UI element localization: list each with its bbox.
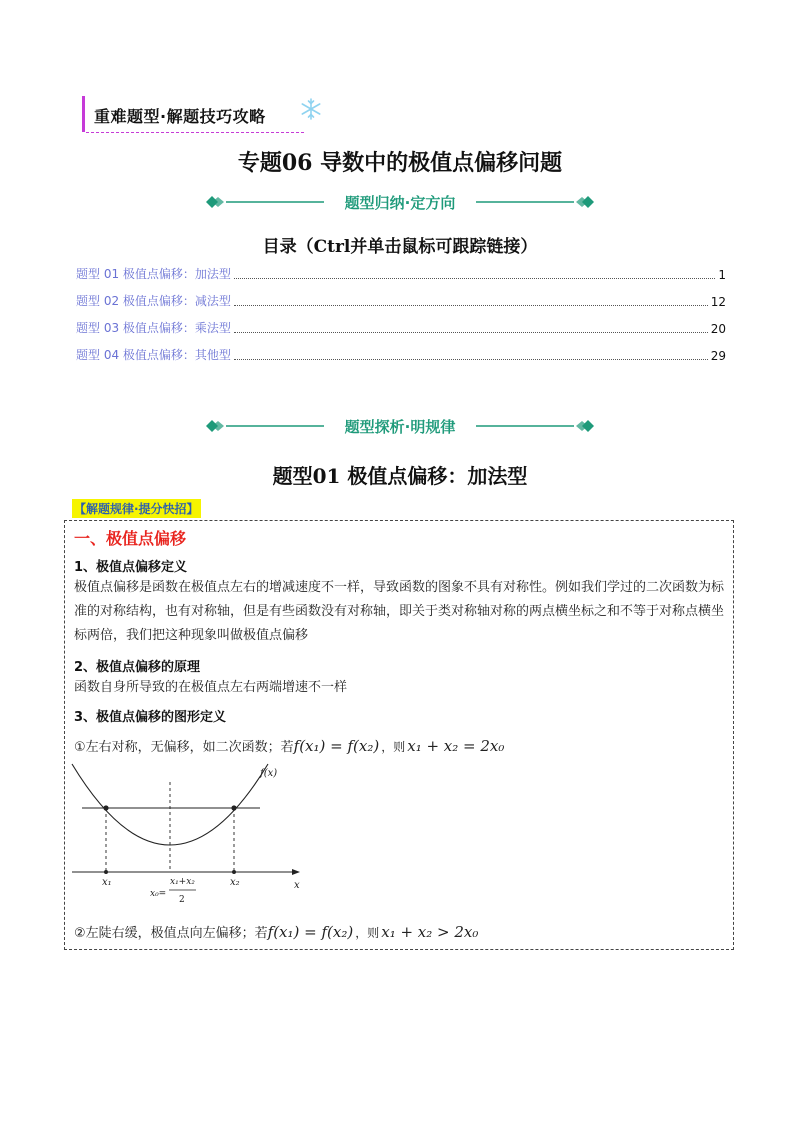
paragraph-2: 函数自身所导致的在极值点左右两端增速不一样 <box>74 680 348 695</box>
header-tag-bar <box>82 96 85 132</box>
page-title: 专题06 导数中的极值点偏移问题 <box>237 150 563 176</box>
math-line-prefix: ②左陡右缓，极值点向左偏移；若 <box>74 926 268 941</box>
toc-item-label[interactable]: 题型 03 极值点偏移：乘法型 <box>76 321 231 335</box>
graph-x0-denominator: 2 <box>179 895 185 905</box>
graph-x1-label: x₁ <box>102 877 112 888</box>
toc-item-page: 29 <box>710 349 726 363</box>
toc-item-page: 20 <box>710 322 726 336</box>
toc-leader <box>234 278 715 279</box>
toc-item-label[interactable]: 题型 02 极值点偏移：减法型 <box>76 294 231 308</box>
toc-item-2[interactable] <box>76 291 726 309</box>
graph-x0-prefix: x₀= <box>150 889 167 899</box>
subheading-2: 2、极值点偏移的原理 <box>74 660 201 675</box>
toc-leader <box>234 359 708 360</box>
graph-func-label: f(x) <box>260 768 278 779</box>
toc-item-3[interactable] <box>76 318 726 336</box>
parabola-graph <box>70 760 310 910</box>
toc-item-page: 1 <box>718 268 726 282</box>
math-connector: ，则 <box>381 740 406 754</box>
content-heading: 一、极值点偏移 <box>74 529 187 548</box>
toc-leader <box>234 305 708 306</box>
math-line-1 <box>74 736 504 755</box>
graph-x0-numerator: x₁+x₂ <box>170 877 195 887</box>
banner-label-1: 题型归纳·定方向 <box>344 194 456 212</box>
paragraph-1: 极值点偏移是函数在极值点左右的增减速度不一样，导致函数的图象不具有对称性。例如我们学过的二次函数为标准的对称结构，也有对称轴，但是有些函数没有对称轴，即关于类对称轴对称的两点横坐标之和不等于对称点横坐标两倍，我们把这种现象叫做极值点偏移 <box>74 580 725 643</box>
math-line-2 <box>74 922 478 941</box>
math-condition: f(x₁) = f(x₂) <box>267 923 354 941</box>
header-tag-underline <box>86 132 304 133</box>
toc-item-1[interactable] <box>76 264 726 282</box>
toc-item-label[interactable]: 题型 01 极值点偏移：加法型 <box>76 267 231 281</box>
header-tag: 重难题型·解题技巧攻略 <box>94 107 266 126</box>
math-condition: f(x₁) = f(x₂) <box>293 737 380 755</box>
toc-leader <box>234 332 708 333</box>
toc-item-label[interactable]: 题型 04 极值点偏移：其他型 <box>76 348 231 362</box>
highlight-label: 【解题规律·提分快招】 <box>72 499 201 518</box>
subheading-3: 3、极值点偏移的图形定义 <box>74 710 227 725</box>
banner-label-2: 题型探析·明规律 <box>344 418 456 436</box>
math-connector: ，则 <box>355 926 380 940</box>
math-line-prefix: ①左右对称，无偏移，如二次函数；若 <box>74 740 294 755</box>
toc-item-page: 12 <box>710 295 726 309</box>
graph-x2-label: x₂ <box>230 877 240 888</box>
toc-item-4[interactable] <box>76 345 726 363</box>
toc-title: 目录（Ctrl并单击鼠标可跟踪链接） <box>262 237 538 257</box>
subheading-1: 1、极值点偏移定义 <box>74 560 188 575</box>
math-result: x₁ + x₂ > 2x₀ <box>381 923 479 941</box>
math-result: x₁ + x₂ = 2x₀ <box>407 737 505 755</box>
section-title: 题型01 极值点偏移：加法型 <box>272 464 528 488</box>
snowflake-icon <box>300 98 322 120</box>
graph-x-axis-label: x <box>294 880 300 891</box>
